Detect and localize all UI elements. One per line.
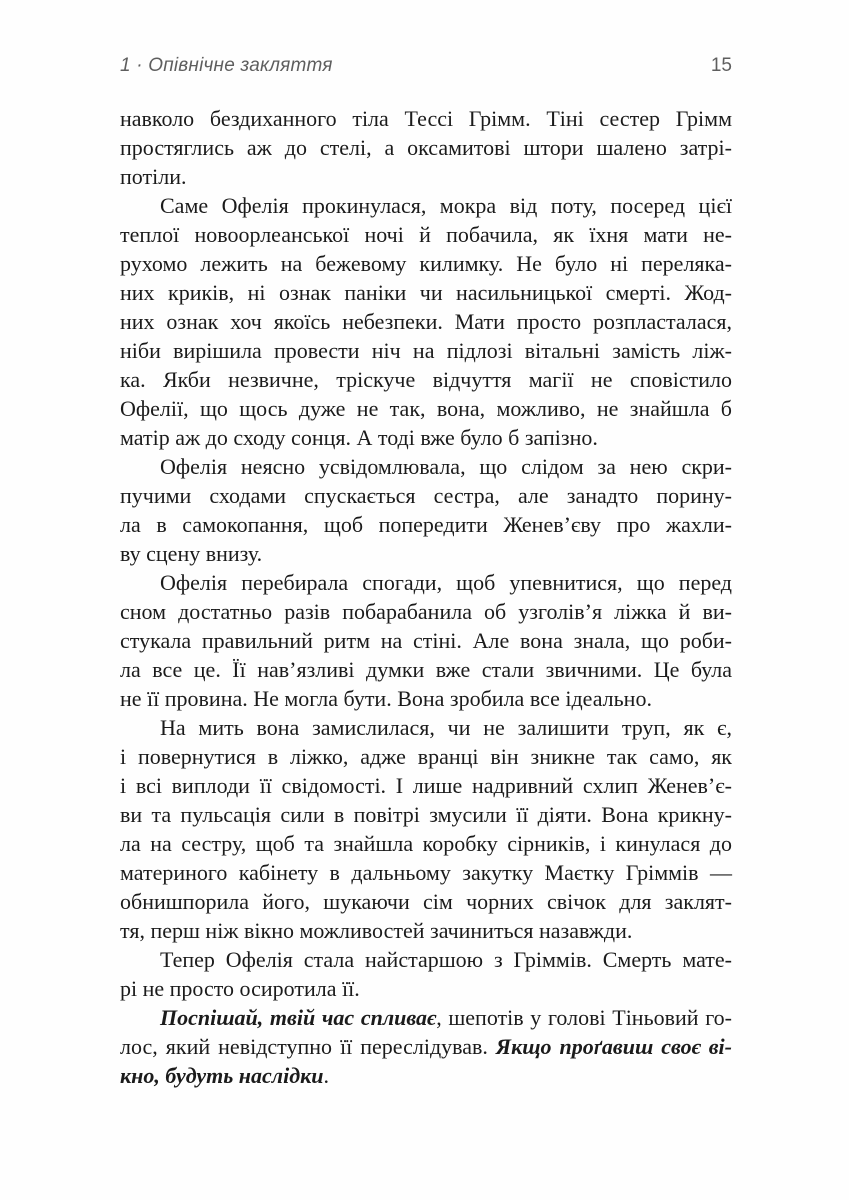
text-segment: рі не просто осиротила її. <box>120 976 360 1001</box>
body-line <box>120 452 732 481</box>
body-line <box>120 626 732 655</box>
paragraph <box>120 452 732 568</box>
text-segment: теплої новоорлеанської ночі й побачила, як їхня мати не- <box>120 222 732 247</box>
text-segment: Офелія неясно усвідомлювала, що слідом за нею скри- <box>160 454 732 479</box>
body-line <box>120 1032 732 1061</box>
body-text <box>120 104 732 1090</box>
text-segment: сном достатньо разів побарабанила об узголів’я ліжка й ви- <box>120 599 732 624</box>
body-line <box>120 684 732 713</box>
text-segment: простяглись аж до стелі, а оксамитові штори шалено затрі- <box>120 135 732 160</box>
running-head <box>120 55 732 77</box>
text-segment: Саме Офелія прокинулася, мокра від поту, посеред цієї <box>160 193 732 218</box>
page-number: 15 <box>710 55 732 76</box>
text-segment: і всі виплоди її свідомості. І лише надривний схлип Женев’є- <box>120 773 732 798</box>
body-line <box>120 713 732 742</box>
text-segment: . <box>323 1063 329 1088</box>
text-segment: не її провина. Не могла бути. Вона зробила все ідеально. <box>120 686 652 711</box>
body-line <box>120 307 732 336</box>
body-line <box>120 336 732 365</box>
body-line <box>120 423 732 452</box>
body-line <box>120 916 732 945</box>
body-line <box>120 887 732 916</box>
body-line <box>120 481 732 510</box>
text-segment: і повернутися в ліжко, адже вранці він зникне так само, як <box>120 744 732 769</box>
paragraph <box>120 191 732 452</box>
body-line <box>120 539 732 568</box>
body-line <box>120 1003 732 1032</box>
body-line <box>120 655 732 684</box>
text-segment: На мить вона замислилася, чи не залишити труп, як є, <box>160 715 732 740</box>
chapter-title: 1 · Опівнічне закляття <box>120 55 333 76</box>
text-segment: , шепотів у голові Тіньовий го- <box>436 1005 732 1030</box>
body-line <box>120 858 732 887</box>
body-line <box>120 568 732 597</box>
text-segment: Офелія перебирала спогади, щоб упевнитися, що перед <box>160 570 732 595</box>
paragraph <box>120 568 732 713</box>
body-line <box>120 742 732 771</box>
body-line <box>120 597 732 626</box>
text-segment: ла в самокопання, щоб попередити Женев’єву про жахли- <box>120 512 732 537</box>
paragraph <box>120 104 732 191</box>
body-line <box>120 800 732 829</box>
text-segment: них криків, ні ознак паніки чи насильницької смерті. Жод- <box>120 280 732 305</box>
text-segment: пучими сходами спускається сестра, але занадто порину- <box>120 483 732 508</box>
text-segment: них ознак хоч якоїсь небезпеки. Мати просто розпласталася, <box>120 309 732 334</box>
emphasis-text-segment: Якщо проґавиш своє ві- <box>495 1034 732 1059</box>
body-line <box>120 365 732 394</box>
body-line <box>120 394 732 423</box>
text-segment: ніби вирішила провести ніч на підлозі вітальні замість ліж- <box>120 338 732 363</box>
text-segment: потіли. <box>120 164 187 189</box>
text-segment: матір аж до сходу сонця. А тоді вже було б запізно. <box>120 425 598 450</box>
emphasis-text-segment: кно, будуть наслідки <box>120 1063 324 1088</box>
text-segment: Тепер Офелія стала найстаршою з Гріммів. Смерть мате- <box>160 947 732 972</box>
body-line <box>120 162 732 191</box>
text-segment: лос, який невідступно її переслідував. <box>120 1034 496 1059</box>
text-segment: ви та пульсація сили в повітрі змусили її діяти. Вона крикну- <box>120 802 732 827</box>
body-line <box>120 1061 732 1090</box>
text-segment: тя, перш ніж вікно можливостей зачиниться назавжди. <box>120 918 633 943</box>
text-segment: стукала правильний ритм на стіні. Але вона знала, що роби- <box>120 628 732 653</box>
paragraph <box>120 945 732 1003</box>
body-line <box>120 510 732 539</box>
body-line <box>120 133 732 162</box>
body-line <box>120 771 732 800</box>
paragraph <box>120 1003 732 1090</box>
text-segment: ла на сестру, щоб та знайшла коробку сірників, і кинулася до <box>120 831 732 856</box>
text-segment: обнишпорила його, шукаючи сім чорних свічок для заклят- <box>120 889 732 914</box>
body-line <box>120 104 732 133</box>
emphasis-text-segment: Поспішай, твій час спливає <box>160 1005 437 1030</box>
text-segment: рухомо лежить на бежевому килимку. Не було ні переляка- <box>120 251 732 276</box>
body-line <box>120 249 732 278</box>
body-line <box>120 220 732 249</box>
text-segment: ла все це. Її нав’язливі думки вже стали звичними. Це була <box>120 657 732 682</box>
body-line <box>120 829 732 858</box>
body-line <box>120 945 732 974</box>
body-line <box>120 278 732 307</box>
text-segment: ву сцену внизу. <box>120 541 263 566</box>
paragraph <box>120 713 732 945</box>
body-line <box>120 191 732 220</box>
text-segment: навколо бездиханного тіла Тессі Грімм. Тіні сестер Грімм <box>120 106 732 131</box>
text-segment: материного кабінету в дальньому закутку Маєтку Гріммів — <box>120 860 732 885</box>
text-segment: ка. Якби незвичне, тріскуче відчуття магії не сповістило <box>120 367 732 392</box>
body-line <box>120 974 732 1003</box>
text-segment: Офелії, що щось дуже не так, вона, можливо, не знайшла б <box>120 396 732 421</box>
